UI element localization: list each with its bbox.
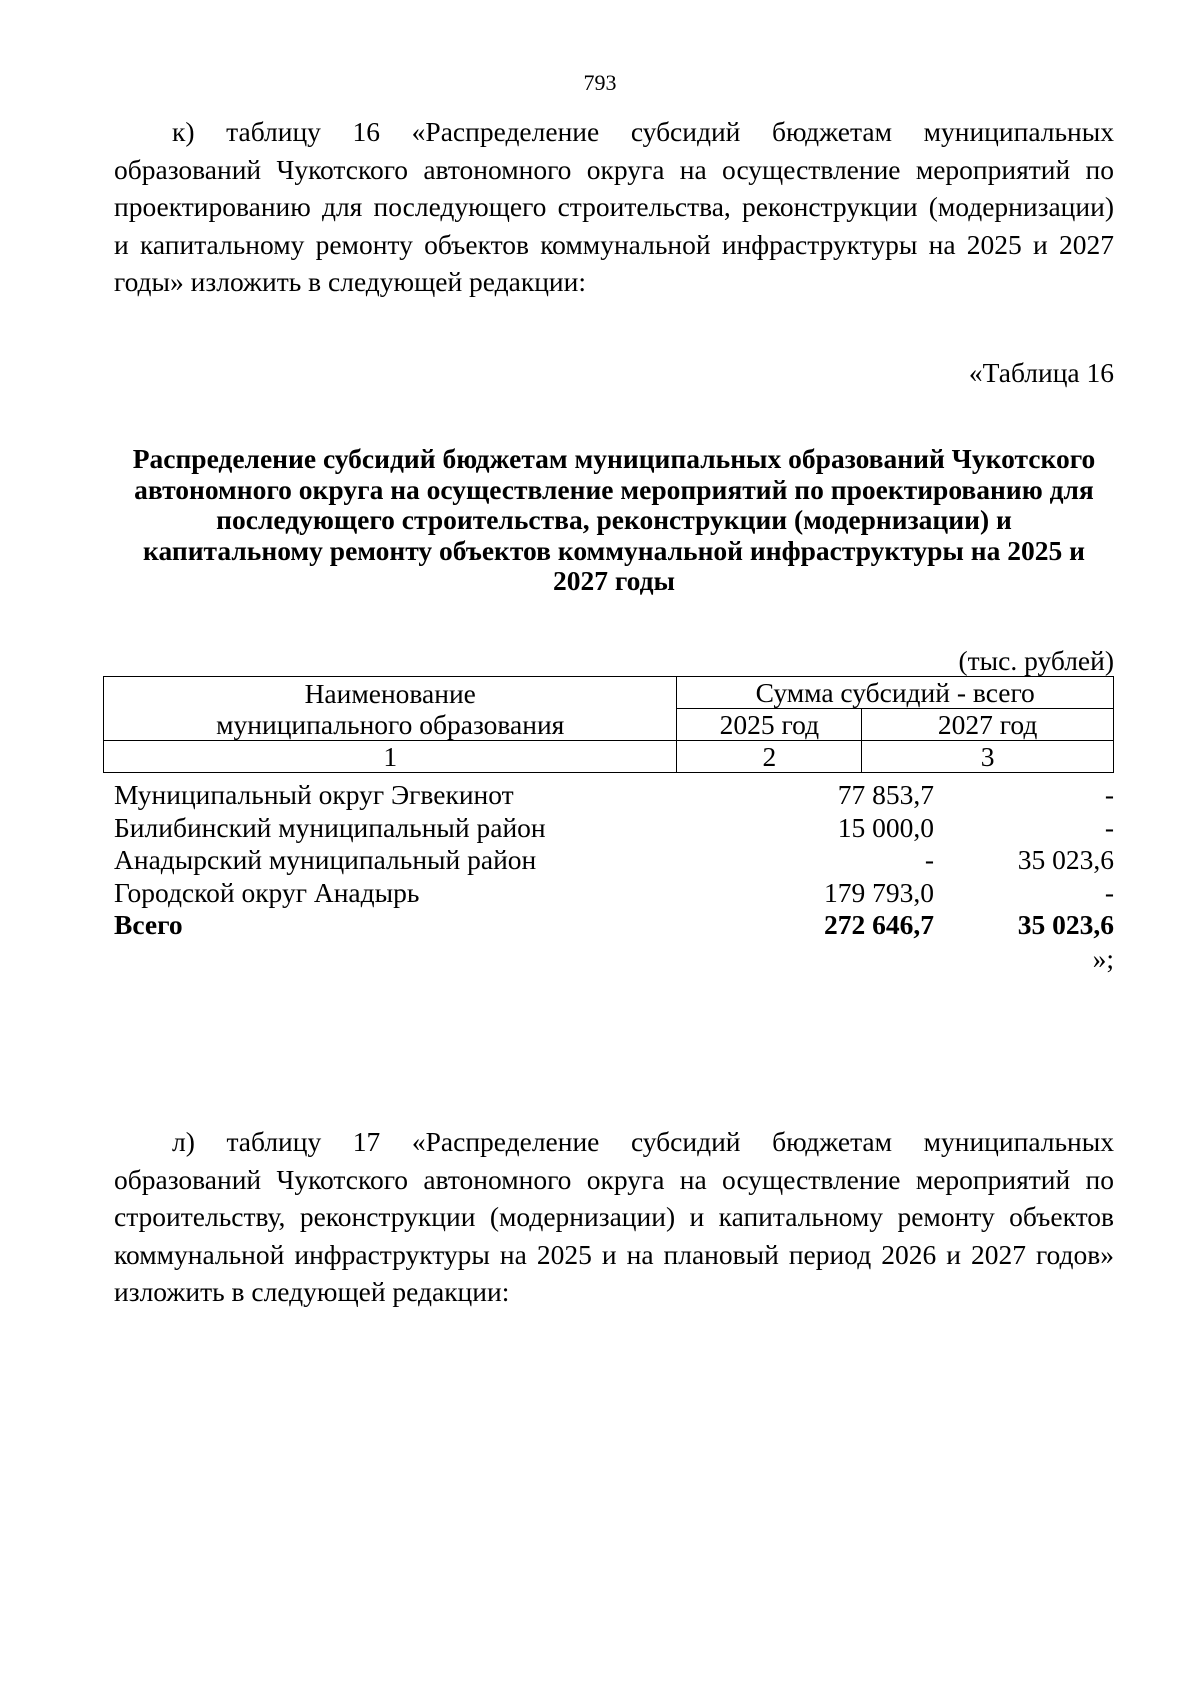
table-row [114, 812, 1114, 845]
header-name-line: муниципального образования [216, 708, 565, 740]
header-col-number: 2 [677, 741, 862, 773]
table-title-line: Распределение субсидий бюджетам муниципальных образований Чукотского [132, 443, 1096, 474]
row-name: Муниципальный округ Эгвекинот [114, 779, 514, 810]
row-value-2027: - [1104, 811, 1114, 843]
table-row [114, 844, 1114, 877]
row-value-2025: 179 793,0 [824, 876, 934, 908]
header-year-2025: 2025 год [677, 709, 862, 741]
header-col-number: 1 [104, 741, 677, 773]
page-number: 793 [583, 70, 617, 95]
table-total-row [114, 909, 1114, 942]
total-value-2025: 272 646,7 [824, 909, 934, 940]
table-title-line: автономного округа на осуществление мероприятий по проектированию для [134, 473, 1094, 505]
paragraph-k: к) таблицу 16 «Распределение субсидий бюджетам муниципальных образований Чукотского автономного округа на осуществление мероприятий по проектированию для последующего строительства, реконструкции (модернизации) и капитальному ремонту объектов коммунальной инфраструктуры на 2025 и 2027 годы» изложить в следующей редакции: [114, 116, 1114, 297]
table-header [103, 676, 1114, 773]
total-label: Всего [114, 909, 183, 940]
header-year-2027: 2027 год [862, 709, 1114, 741]
header-sum-cell: Сумма субсидий - всего [677, 677, 1114, 709]
table-row [114, 877, 1114, 910]
table-title-line: капитальному ремонту объектов коммунальной инфраструктуры на 2025 и [143, 534, 1085, 566]
row-value-2027: - [1104, 779, 1114, 810]
units-label: (тыс. рублей) [958, 645, 1114, 676]
row-value-2025: - [924, 844, 934, 875]
header-name-cell [104, 677, 677, 741]
header-name-line: Наименование [304, 677, 476, 709]
row-value-2025: 15 000,0 [837, 811, 934, 843]
row-name: Анадырский муниципальный район [114, 844, 537, 875]
row-value-2027: - [1104, 876, 1114, 908]
paragraph-l: л) таблицу 17 «Распределение субсидий бюджетам муниципальных образований Чукотского автономного округа на осуществление мероприятий по строительству, реконструкции (модернизации) и капитальному ремонту объектов коммунальной инфраструктуры на 2025 и на плановый период 2026 и 2027 годов» изложить в следующей редакции: [114, 1126, 1114, 1307]
table-title [114, 444, 1114, 597]
header-col-number: 3 [862, 741, 1114, 773]
table-reference: «Таблица 16 [968, 357, 1114, 388]
table-body [114, 779, 1114, 942]
row-name: Городской округ Анадырь [114, 876, 420, 908]
total-value-2027: 35 023,6 [1017, 909, 1114, 940]
row-name: Билибинский муниципальный район [114, 811, 546, 843]
table-title-line: 2027 годы [552, 565, 676, 596]
row-value-2025: 77 853,7 [837, 779, 934, 810]
table-row [114, 779, 1114, 812]
closing-quote: »; [1092, 943, 1114, 974]
table-title-line: последующего строительства, реконструкции (модернизации) и [216, 504, 1012, 535]
row-value-2027: 35 023,6 [1017, 844, 1114, 875]
